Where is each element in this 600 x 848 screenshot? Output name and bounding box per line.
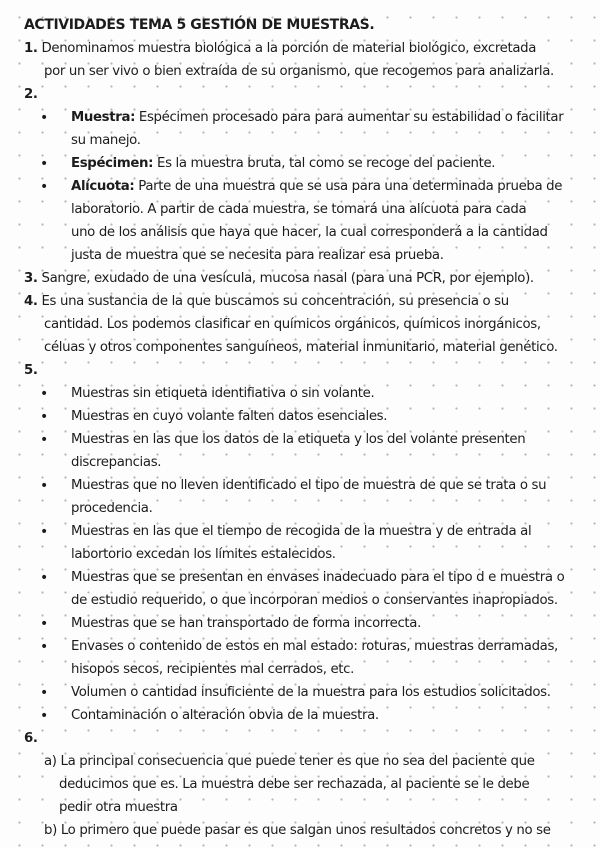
q5-item-2: Muestras en cuyo volante falten datos esenciales. bbox=[71, 409, 388, 424]
q2-item-muestra: Muestra: Espécimen procesado para para aumentar su estabilidad o facilitar bbox=[71, 110, 564, 125]
q5-item-5-cont: labortorio excedan los límites estalecidos. bbox=[71, 547, 336, 562]
q5-item-7: Muestras que se han transportado de forma incorrecta. bbox=[71, 616, 421, 631]
q4-number: 4. bbox=[24, 294, 38, 309]
q5-item-3-cont: discrepancias. bbox=[71, 455, 162, 470]
q5-item-6-cont: de estudio requerido, o que incorporan medios o conservantes inapropiados. bbox=[71, 593, 558, 608]
q2-item-alicuota-cont-2: uno de los análisis que haya que hacer, la cual corresponderá a la cantidad bbox=[71, 225, 548, 240]
q6-item-a-cont-1: deducimos que es. La muestra debe ser rechazada, al paciente se le debe bbox=[59, 777, 530, 792]
q2-item-alicuota-cont-3: justa de muestra que se necesita para realizar esa prueba. bbox=[71, 248, 444, 263]
q2-item-muestra-cont: su manejo. bbox=[71, 133, 141, 148]
q5-item-9: Volumen o cantidad insuficiente de la muestra para los estudios solicitados. bbox=[71, 685, 551, 700]
bullet-icon: • bbox=[40, 524, 49, 540]
q6-number: 6. bbox=[24, 731, 38, 746]
q5-item-1: Muestras sin etiqueta identifiativa o sin volante. bbox=[71, 386, 375, 401]
q4-line-3: céluas y otros componentes sanguíneos, material inmunitario, material genético. bbox=[44, 340, 558, 355]
q5-item-3: Muestras en las que los datos de la etiqueta y los del volante presenten bbox=[71, 432, 526, 447]
q6-item-a-cont-2: pedir otra muestra bbox=[59, 800, 178, 815]
q5-item-4: Muestras que no lleven identificado el tipo de muestra de que se trata o su bbox=[71, 478, 547, 493]
bullet-icon: • bbox=[40, 570, 49, 586]
q1-line-2: por un ser vivo o bien extraída de su organismo, que recogemos para analizarla. bbox=[44, 64, 554, 79]
bullet-icon: • bbox=[40, 478, 49, 494]
q2-item-especimen: Espécimen: Es la muestra bruta, tal como se recoge del paciente. bbox=[71, 156, 496, 171]
q5-number: 5. bbox=[24, 363, 38, 378]
q4-line-2: cantidad. Los podemos clasificar en químicos orgánicos, químicos inorgánicos, bbox=[44, 317, 541, 332]
q3-line-1: 3. Sangre, exudado de una vesícula, mucosa nasal (para una PCR, por ejemplo). bbox=[24, 271, 534, 286]
bullet-icon: • bbox=[40, 639, 49, 655]
q5-item-4-cont: procedencia. bbox=[71, 501, 153, 516]
bullet-icon: • bbox=[40, 432, 49, 448]
bullet-icon: • bbox=[40, 110, 49, 126]
q6-item-b-label: b) bbox=[44, 823, 57, 838]
q5-item-6: Muestras que se presentan en envases inadecuado para el tipo d e muestra o bbox=[71, 570, 565, 585]
q5-item-8: Envases o contenido de estos en mal estado: roturas, muestras derramadas, bbox=[71, 639, 558, 654]
q5-item-10: Contaminación o alteración obvia de la muestra. bbox=[71, 708, 379, 723]
bullet-icon: • bbox=[40, 156, 49, 172]
q5-item-8-cont: hisopos secos, recipientes mal cerrados, etc. bbox=[71, 662, 355, 677]
q1-line-1: 1. Denominamos muestra biológica a la porción de material biológico, excretada bbox=[24, 41, 537, 56]
q5-item-5: Muestras en las que el tiempo de recogida de la muestra y de entrada al bbox=[71, 524, 532, 539]
q3-number: 3. bbox=[24, 271, 38, 286]
q6-item-b: b) Lo primero que puede pasar es que salgan unos resultados concretos y no se bbox=[44, 823, 551, 838]
bullet-icon: • bbox=[40, 685, 49, 701]
bullet-icon: • bbox=[40, 409, 49, 425]
q4-line-1: 4. Es una sustancia de la que buscamos su concentración, su presencia o su bbox=[24, 294, 509, 309]
bullet-icon: • bbox=[40, 386, 49, 402]
q6-item-a-label: a) bbox=[44, 754, 57, 769]
bullet-icon: • bbox=[40, 708, 49, 724]
q2-item-alicuota-cont-1: laboratorio. A partir de cada muestra, se tomará una alícuota para cada bbox=[71, 202, 527, 217]
bullet-icon: • bbox=[40, 616, 49, 632]
q1-number: 1. bbox=[24, 41, 38, 56]
bullet-icon: • bbox=[40, 179, 49, 195]
page-title: ACTIVIDADES TEMA 5 GESTIÓN DE MUESTRAS. bbox=[24, 17, 375, 33]
q6-item-a: a) La principal consecuencia que puede tener es que no sea del paciente que bbox=[44, 754, 535, 769]
q2-number: 2. bbox=[24, 87, 38, 102]
q2-item-alicuota: Alícuota: Parte de una muestra que se usa para una determinada prueba de bbox=[71, 179, 563, 194]
